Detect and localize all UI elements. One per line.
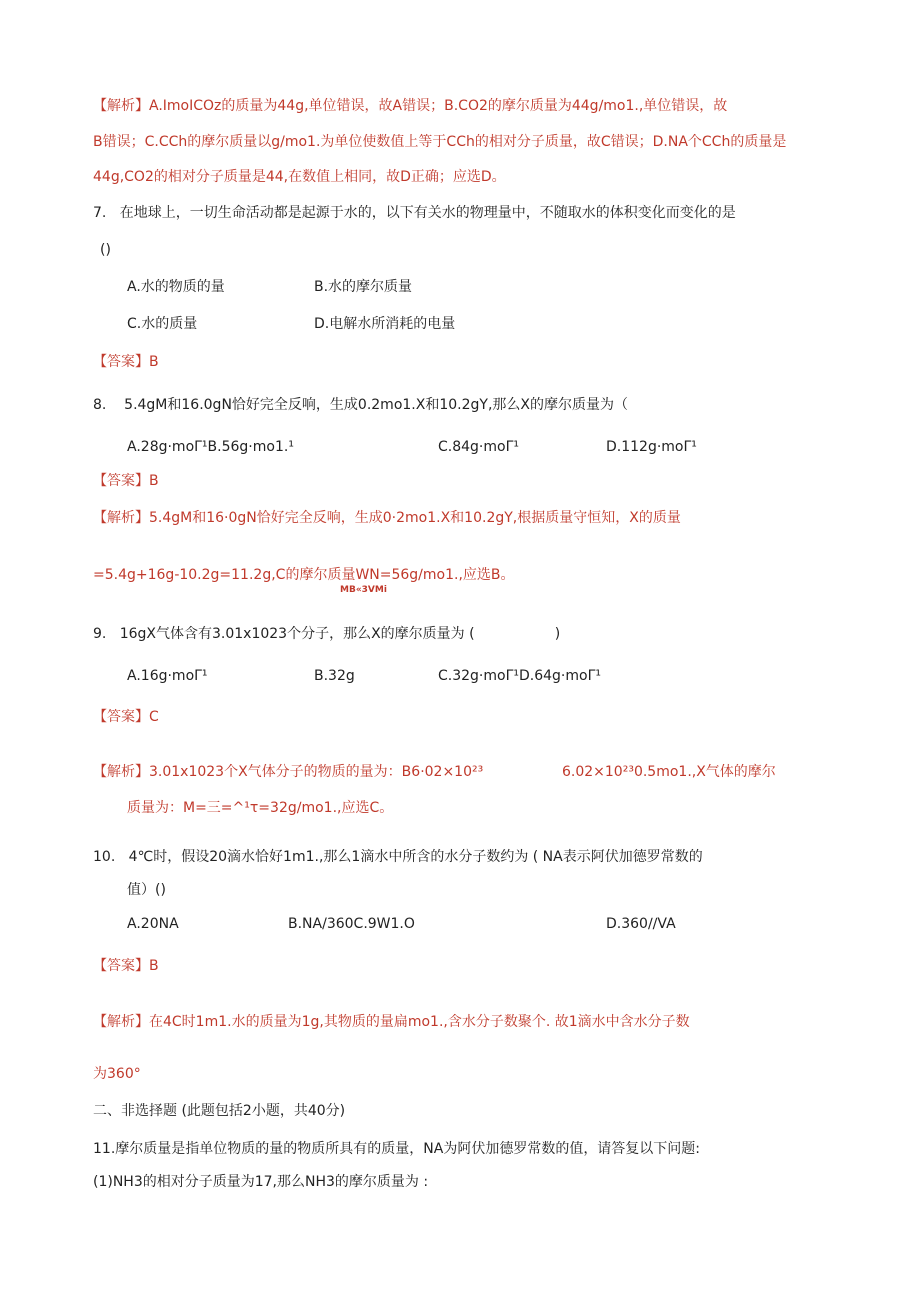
q8-option-ab: A.28g·moΓ¹B.56g·mo1.¹ xyxy=(127,439,294,455)
q10-analysis-line1: 【解析】在4C时1m1.水的质量为1g,其物质的量扁mo1.,含水分子数聚个. 故1滴水中含水分子数 xyxy=(93,1014,690,1030)
q9-analysis-line2: 质量为：M=三=^¹τ=32g∕mo1.,应选C。 xyxy=(127,800,394,816)
q7-option-c: C.水的质量 xyxy=(127,316,198,332)
q10-option-d: D.360∕∕VA xyxy=(606,916,676,932)
q10-option-bc: B.NA/360C.9W1.O xyxy=(288,916,415,932)
q8-analysis-line1: 【解析】5.4gM和16·0gN恰好完全反响，生成0·2mo1.X和10.2gY,根据质量守恒知，X的质量 xyxy=(93,510,681,526)
q11-part1: (1)NH3的相对分子质量为17,那么NH3的摩尔质量为 : xyxy=(93,1174,429,1190)
q8-answer: 【答案】B xyxy=(93,473,159,489)
q9-stem: 9. 16gX气体含有3.01x1023个分子，那么X的摩尔质量为 ( ) xyxy=(93,626,561,642)
q9-option-a: A.16g·moΓ¹ xyxy=(127,668,208,684)
q10-analysis-line2: 为360° xyxy=(93,1066,141,1082)
q6-analysis-line2: B错误；C.CCh的摩尔质量以g/mo1.为单位使数值上等于CCh的相对分子质量，故C错误；D.NA个CCh的质量是 xyxy=(93,134,787,150)
q7-option-a: A.水的物质的量 xyxy=(127,279,225,295)
q8-option-d: D.112g·moΓ¹ xyxy=(606,439,697,455)
q8-stem: 8. 5.4gM和16.0gN恰好完全反响，生成0.2mo1.X和10.2gY,那么X的摩尔质量为（ xyxy=(93,397,628,413)
q10-answer: 【答案】B xyxy=(93,958,159,974)
q8-analysis-subscript: MB«3VMi xyxy=(340,585,387,595)
q11-stem: 11.摩尔质量是指单位物质的量的物质所具有的质量，NA为阿伏加德罗常数的值，请答复以下问题: xyxy=(93,1141,701,1157)
q10-stem-line1: 10. 4℃时，假设20滴水恰好1m1.,那么1滴水中所含的水分子数约为 ( NA表示阿伏加德罗常数的 xyxy=(93,849,703,865)
q6-analysis-line3: 44g,CO2的相对分子质量是44,在数值上相同，故D正确；应选D。 xyxy=(93,169,506,185)
q8-analysis-line2: =5.4g+16g-10.2g=11.2g,C的摩尔质量WN=56g∕mo1.,应选B。 xyxy=(93,567,515,583)
q9-option-cd: C.32g·moΓ¹D.64g·moΓ¹ xyxy=(438,668,601,684)
q7-stem-line2: () xyxy=(100,242,111,258)
q9-analysis-line1a: 【解析】3.01x1023个X气体分子的物质的量为：B6·02×10²³ xyxy=(93,764,484,780)
section-heading: 二、非选择题 (此题包括2小题，共40分) xyxy=(93,1103,346,1119)
q9-answer: 【答案】C xyxy=(93,709,159,725)
q10-option-a: A.20NA xyxy=(127,916,179,932)
q7-option-b: B.水的摩尔质量 xyxy=(314,279,413,295)
q7-answer: 【答案】B xyxy=(93,354,159,370)
q7-option-d: D.电解水所消耗的电量 xyxy=(314,316,456,332)
q7-stem-line1: 7. 在地球上，一切生命活动都是起源于水的，以下有关水的物理量中，不随取水的体积变化而变化的是 xyxy=(93,205,736,221)
q10-stem-line2: 值）() xyxy=(127,882,166,898)
q9-option-b: B.32g xyxy=(314,668,355,684)
q6-analysis-line1: 【解析】A.ImoICOz的质量为44g,单位错误，故A错误；B.CO2的摩尔质量为44g∕mo1.,单位错误，故 xyxy=(93,98,728,114)
q8-option-c: C.84g·moΓ¹ xyxy=(438,439,519,455)
q9-analysis-line1b: 6.02×10²³0.5mo1.,X气体的摩尔 xyxy=(562,764,776,780)
